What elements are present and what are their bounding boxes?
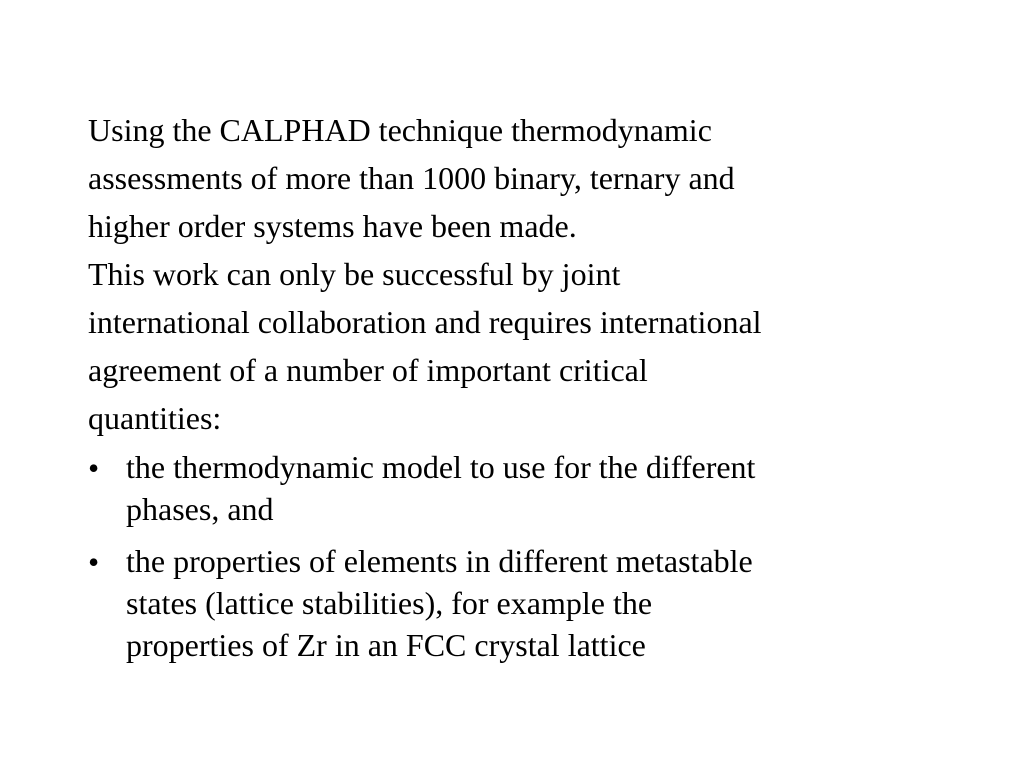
slide-body bbox=[88, 106, 968, 676]
bullet-text-line: the thermodynamic model to use for the different bbox=[126, 449, 756, 485]
bullet-text-line: states (lattice stabilities), for example the bbox=[126, 585, 653, 621]
text-line: higher order systems have been made. bbox=[88, 208, 577, 244]
bullet-text-line: properties of Zr in an FCC crystal lattice bbox=[126, 627, 646, 663]
text-line: international collaboration and requires international bbox=[88, 304, 762, 340]
bullet-icon: • bbox=[88, 450, 100, 486]
bullet-item bbox=[88, 446, 968, 530]
bullet-text-line: phases, and bbox=[126, 491, 274, 527]
text-line: agreement of a number of important critical bbox=[88, 352, 648, 388]
intro-paragraph bbox=[88, 106, 968, 250]
bullet-item bbox=[88, 540, 968, 666]
text-line: assessments of more than 1000 binary, ternary and bbox=[88, 160, 735, 196]
text-line: Using the CALPHAD technique thermodynamic bbox=[88, 112, 712, 148]
collaboration-paragraph bbox=[88, 250, 968, 442]
bullet-list bbox=[88, 446, 968, 666]
bullet-icon: • bbox=[88, 544, 100, 580]
text-line: This work can only be successful by joint bbox=[88, 256, 621, 292]
text-line: quantities: bbox=[88, 400, 222, 436]
bullet-text-line: the properties of elements in different metastable bbox=[126, 543, 753, 579]
